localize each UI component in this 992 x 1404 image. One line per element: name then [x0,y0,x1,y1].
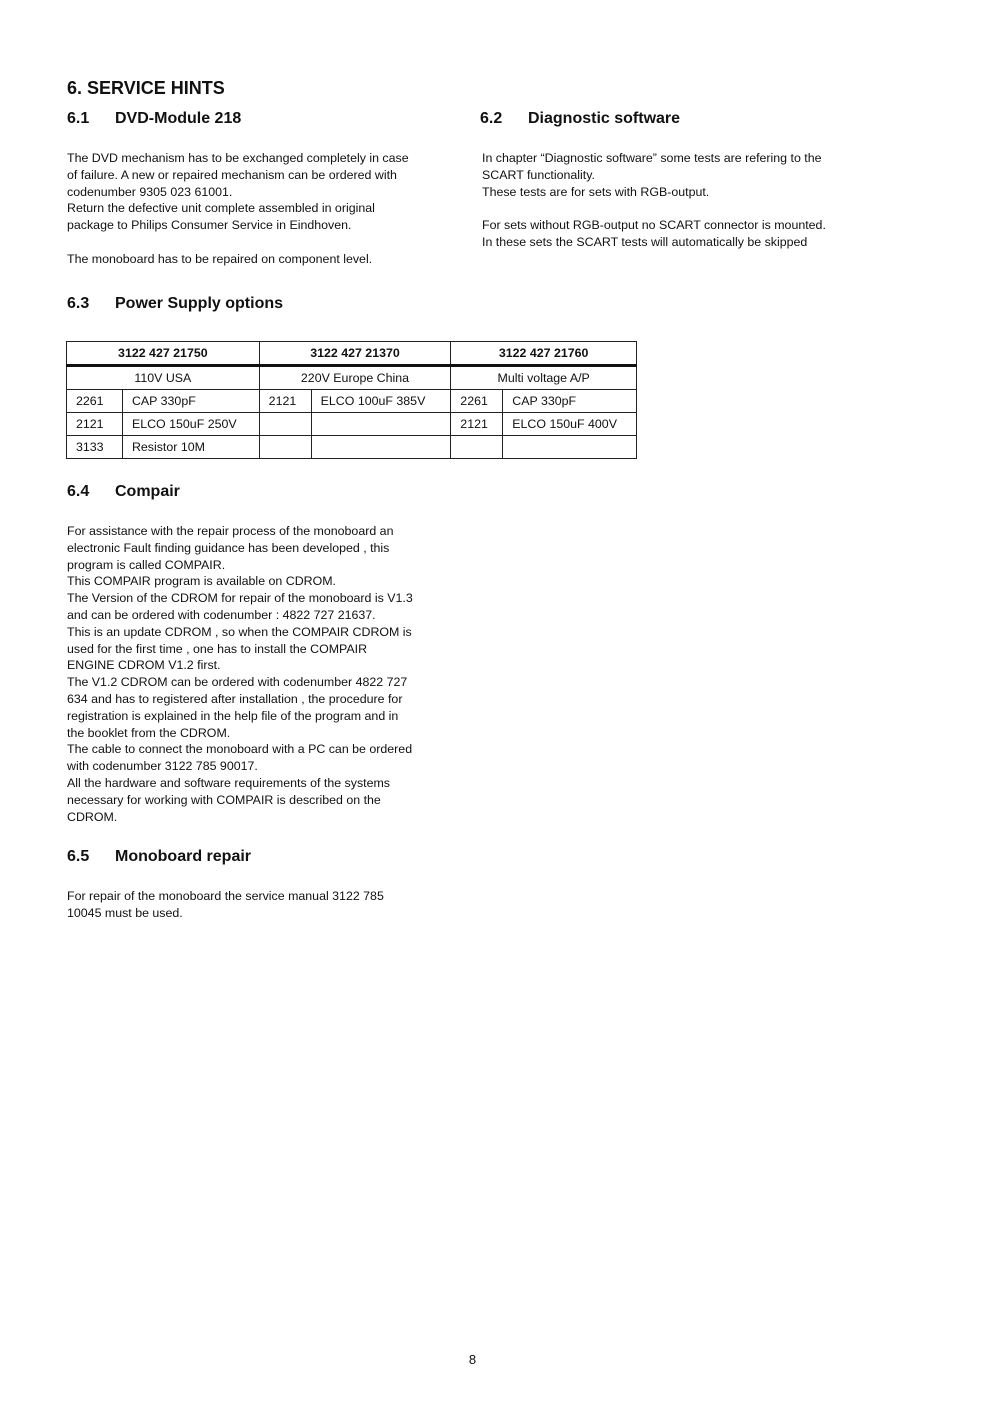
table-cell: ELCO 100uF 385V [311,390,451,413]
table-cell: CAP 330pF [503,390,637,413]
table-row [67,390,637,413]
table-cell: CAP 330pF [122,390,259,413]
section-number: 6.3 [67,295,90,312]
voltage-cell: 220V Europe China [259,366,451,390]
table-header-cell: 3122 427 21760 [451,342,637,366]
section-6-3-heading [67,295,283,313]
section-6-4-text: For assistance with the repair process of the monoboard an electronic Fault finding guidance has been developed , this program is called COMPAIR. This COMPAIR program is available on CDROM. The Version of the CDROM for repair of the monoboard is V1.3 and can be ordered with codenumber : 4822 727 21637. This is an update CDROM , so when the COMPAIR CDROM is used for the first time , one has to install the COMPAIR ENGINE CDROM V1.2 first. The V1.2 CDROM can be ordered with codenumber 4822 727 634 and has to registered after installation , the procedure for registration is explained in the help file of the program and in the booklet from the CDROM. The cable to connect the monoboard with a PC can be ordered with codenumber 3122 785 90017. All the hardware and software requirements of the systems necessary for working with COMPAIR is described on the CDROM. [67,524,413,824]
table-cell: 2121 [67,413,123,436]
section-6-5-text: For repair of the monoboard the service manual 3122 785 10045 must be used. [67,889,384,920]
section-number: 6.5 [67,848,90,865]
section-title: Compair [115,483,180,500]
table-cell [259,413,311,436]
voltage-cell: 110V USA [67,366,260,390]
table-header-row [67,342,637,366]
section-number: 6.2 [480,110,503,127]
table-cell [311,436,451,459]
section-number: 6.1 [67,110,90,127]
table-cell [451,436,503,459]
table-cell [311,413,451,436]
table-header-cell: 3122 427 21750 [67,342,260,366]
table-cell: 2121 [259,390,311,413]
table-cell: Resistor 10M [122,436,259,459]
section-6-5-heading [67,848,251,866]
table-voltage-row [67,366,637,390]
table-cell: ELCO 150uF 400V [503,413,637,436]
section-number: 6.4 [67,483,90,500]
section-title: Diagnostic software [528,110,681,127]
table-cell: 3133 [67,436,123,459]
section-6-1-text: The DVD mechanism has to be exchanged completely in case of failure. A new or repaired mechanism can be ordered with codenumber 9305 023 61001. Return the defective unit complete assembled in original package to Philips Consumer Service in Eindhoven. The monoboard has to be repaired on component level. [67,151,409,266]
table-cell: 2261 [67,390,123,413]
section-title: Power Supply options [115,295,284,312]
section-title: DVD-Module 218 [115,110,242,127]
table-cell: ELCO 150uF 250V [122,413,259,436]
table-cell [503,436,637,459]
table-row [67,413,637,436]
table-cell [259,436,311,459]
power-supply-table [66,341,637,459]
section-6-2-text: In chapter “Diagnostic software” some tests are refering to the SCART functionality. These tests are for sets with RGB-output. For sets without RGB-output no SCART connector is mounted. In these sets the SCART tests will automatically be skipped [482,151,826,249]
page-title: 6. SERVICE HINTS [67,78,225,98]
section-title: Monoboard repair [115,848,252,865]
voltage-cell: Multi voltage A/P [451,366,637,390]
page-number: 8 [468,1352,477,1367]
section-6-2-heading [480,110,680,128]
table-cell: 2261 [451,390,503,413]
table-cell: 2121 [451,413,503,436]
table-row [67,436,637,459]
table-header-cell: 3122 427 21370 [259,342,451,366]
section-6-1-heading [67,110,241,128]
section-6-4-heading [67,483,180,501]
